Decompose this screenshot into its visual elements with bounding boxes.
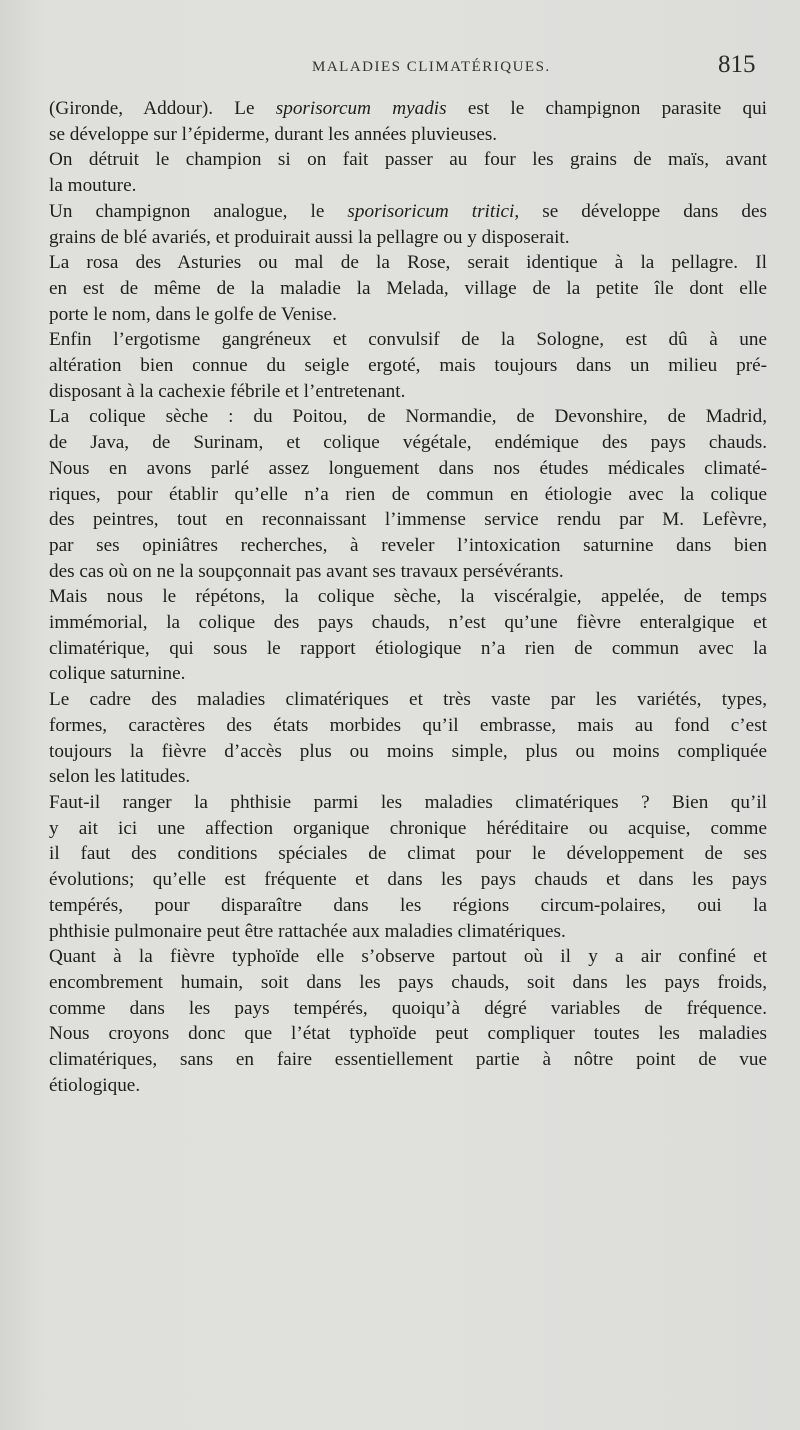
paragraph bbox=[49, 250, 767, 327]
text-line: La colique sèche : du Poitou, de Normandie, de Devonshire, de Madrid, bbox=[49, 406, 767, 428]
text-line: climatériques, sans en faire essentiellement partie à nôtre point de vue bbox=[49, 1049, 767, 1071]
text-line: grains de blé avariés, et produirait aussi la pellagre ou y disposerait. bbox=[49, 226, 570, 248]
text-line: selon les latitudes. bbox=[49, 766, 191, 788]
text-line: formes, caractères des états morbides qu’il embrasse, mais au fond c’est bbox=[49, 714, 767, 736]
text-line: altération bien connue du seigle ergoté, mais toujours dans un milieu pré- bbox=[49, 355, 767, 377]
text-line: La rosa des Asturies ou mal de la Rose, serait identique à la pellagre. Il bbox=[49, 252, 767, 274]
text-line: (Gironde, Addour). Le sporisorcum myadis est le champignon parasite qui bbox=[49, 98, 767, 119]
running-title: MALADIES CLIMATÉRIQUES. bbox=[312, 59, 551, 75]
text-line: Enfin l’ergotisme gangréneux et convulsif de la Sologne, est dû à une bbox=[49, 329, 767, 351]
italic-term: sporisorcum myadis bbox=[275, 98, 447, 119]
text-line: Nous croyons donc que l’état typhoïde peut compliquer toutes les maladies bbox=[49, 1023, 767, 1045]
text-line: étiologique. bbox=[49, 1074, 141, 1096]
text-line: Le cadre des maladies climatériques et très vaste par les variétés, types, bbox=[49, 689, 767, 711]
text-line: Un champignon analogue, le sporisoricum tritici, se développe dans des bbox=[49, 200, 767, 222]
text-line: porte le nom, dans le golfe de Venise. bbox=[49, 303, 337, 325]
text-line: Faut-il ranger la phthisie parmi les maladies climatériques ? Bien qu’il bbox=[49, 791, 767, 813]
paragraph bbox=[49, 96, 767, 147]
text-line: Nous en avons parlé assez longuement dans nos études médicales climaté- bbox=[49, 457, 767, 479]
page-number: 815 bbox=[718, 51, 756, 78]
text-line: en est de même de la maladie la Melada, village de la petite île dont elle bbox=[49, 277, 767, 299]
paragraph bbox=[49, 944, 767, 1098]
body-text bbox=[49, 96, 767, 1098]
italic-term: sporisoricum tritici bbox=[347, 200, 515, 222]
text-line: des peintres, tout en reconnaissant l’immense service rendu par M. Lefèvre, bbox=[49, 509, 767, 531]
text-line: encombrement humain, soit dans les pays chauds, soit dans les pays froids, bbox=[49, 971, 767, 993]
text-line: tempérés, pour disparaître dans les régions circum-polaires, oui la bbox=[49, 894, 767, 916]
text-line: immémorial, la colique des pays chauds, n’est qu’une fièvre enteralgique et bbox=[49, 612, 767, 634]
text-line: On détruit le champion si on fait passer au four les grains de maïs, avant bbox=[49, 149, 767, 171]
paragraph bbox=[49, 327, 767, 404]
paragraph bbox=[49, 687, 767, 790]
text-line: par ses opiniâtres recherches, à reveler l’intoxication saturnine dans bien bbox=[49, 534, 767, 556]
text-line: climatérique, qui sous le rapport étiologique n’a rien de commun avec la bbox=[49, 637, 767, 659]
text-line: colique saturnine. bbox=[49, 663, 186, 685]
paragraph bbox=[49, 790, 767, 944]
text-line: comme dans les pays tempérés, quoiqu’à dégré variables de fréquence. bbox=[49, 997, 767, 1019]
text-line: la mouture. bbox=[49, 175, 137, 197]
running-head bbox=[0, 51, 800, 85]
text-line: Quant à la fièvre typhoïde elle s’observe partout où il y a air confiné et bbox=[49, 946, 767, 968]
text-line: riques, pour établir qu’elle n’a rien de commun en étiologie avec la colique bbox=[49, 483, 767, 505]
paragraph bbox=[49, 584, 767, 687]
text-line: se développe sur l’épiderme, durant les années pluvieuses. bbox=[49, 123, 498, 145]
text-line: des cas où on ne la soupçonnait pas avant ses travaux persévérants. bbox=[49, 560, 564, 582]
paragraph bbox=[49, 147, 767, 198]
text-line: il faut des conditions spéciales de climat pour le développement de ses bbox=[49, 843, 767, 865]
text-line: évolutions; qu’elle est fréquente et dans les pays chauds et dans les pays bbox=[49, 869, 767, 891]
text-line: toujours la fièvre d’accès plus ou moins simple, plus ou moins compliquée bbox=[49, 740, 767, 762]
text-line: de Java, de Surinam, et colique végétale, endémique des pays chauds. bbox=[49, 432, 767, 454]
paragraph bbox=[49, 404, 767, 584]
text-line: Mais nous le répétons, la colique sèche, la viscéralgie, appelée, de temps bbox=[49, 586, 767, 608]
text-line: phthisie pulmonaire peut être rattachée aux maladies climatériques. bbox=[49, 920, 566, 942]
paragraph bbox=[49, 199, 767, 250]
text-line: disposant à la cachexie fébrile et l’entretenant. bbox=[49, 380, 406, 402]
text-line: y ait ici une affection organique chronique héréditaire ou acquise, comme bbox=[49, 817, 767, 839]
